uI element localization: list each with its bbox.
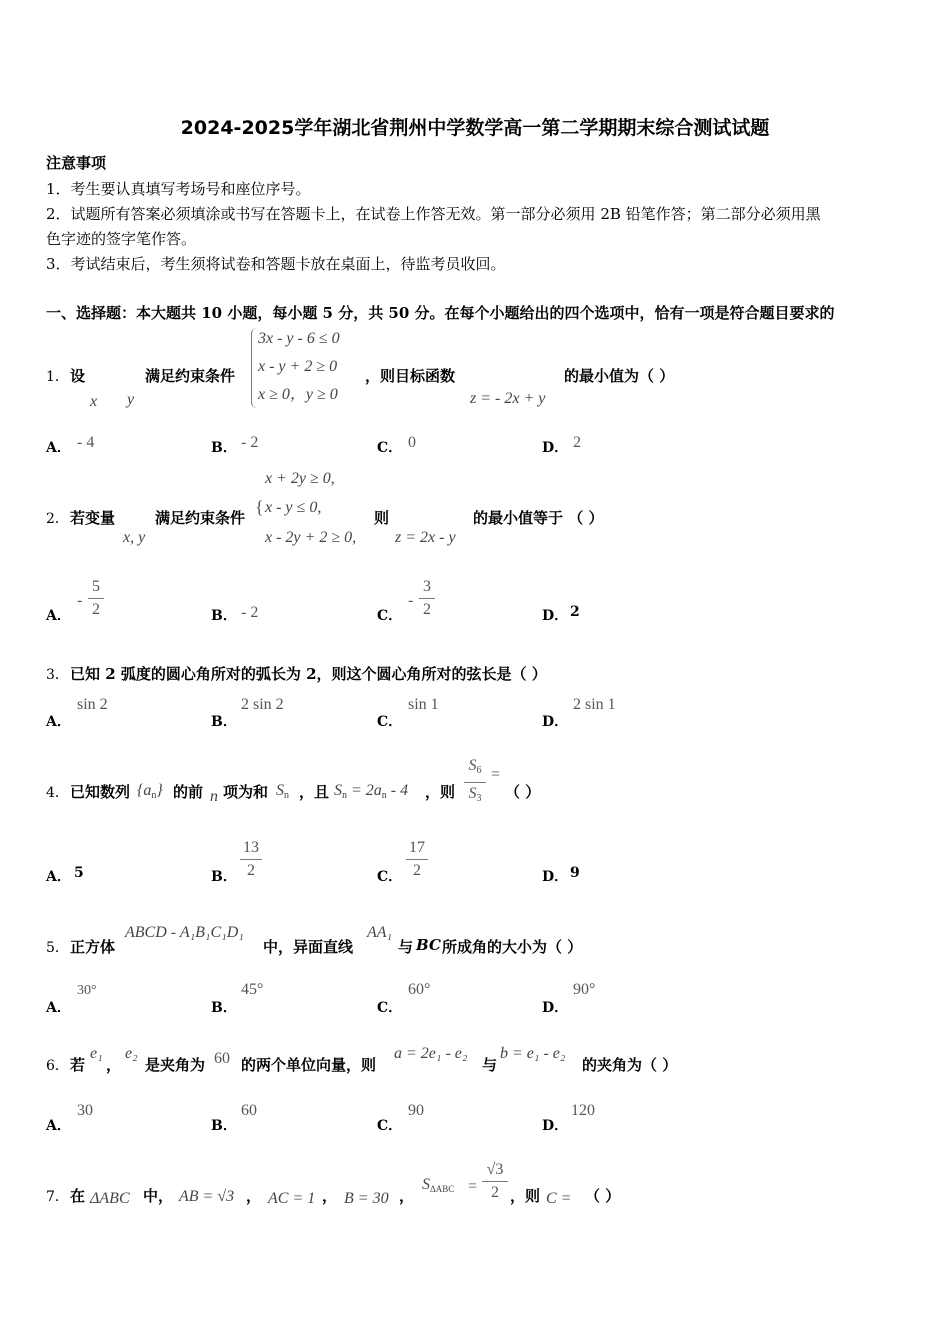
equals-sign: = — [468, 1178, 478, 1195]
option-label: D． — [542, 714, 569, 730]
question-text: 与 — [482, 1056, 498, 1074]
question-text: 已知数列 — [70, 783, 131, 801]
sequence: $\{a_n\}$ — [137, 782, 163, 801]
question-text: 的最小值为（ ） — [564, 367, 675, 385]
question-text: ，且 — [299, 783, 330, 801]
math-var: C = — [546, 1190, 572, 1207]
question-text: ， — [399, 1187, 415, 1205]
option-value: 90° — [573, 981, 596, 998]
fraction: 3 2 — [419, 577, 435, 620]
option-value: - 2 — [241, 434, 259, 451]
objective-function: z = 2x - y — [395, 529, 456, 546]
question-text: 正方体 — [70, 938, 116, 956]
question-text: 项为和 — [223, 783, 269, 801]
option-label: D． — [542, 440, 569, 456]
question-number: 2． — [46, 511, 69, 527]
option-label: C． — [377, 1118, 403, 1134]
question-number: 6． — [46, 1058, 69, 1074]
option-label: C． — [377, 608, 403, 624]
option-label: B． — [211, 1118, 237, 1134]
option-label: D． — [542, 608, 569, 624]
math-var: x — [90, 393, 98, 410]
option-label: A． — [46, 440, 71, 456]
option-label: A． — [46, 869, 71, 885]
fraction: $S_6$ $S_3$ — [464, 756, 486, 809]
angle-value: 60 — [214, 1050, 230, 1067]
option-label: D． — [542, 869, 569, 885]
notice-item-2: 2．试题所有答案必须填涂或书写在答题卡上，在试卷上作答无效。第一部分必须用 2B 铅笔作答；第二部分必须用黑 — [46, 205, 821, 223]
vector: e₁ — [90, 1045, 103, 1062]
option-value: 2 — [573, 434, 581, 451]
question-number: 4． — [46, 785, 69, 801]
option-label: D． — [542, 1118, 569, 1134]
objective-function: z = - 2x + y — [470, 390, 546, 407]
question-text: ， — [322, 1187, 338, 1205]
question-text: 已知 2 弧度的圆心角所对的弧长为 2，则这个圆心角所对的弦长是（ ） — [70, 665, 547, 683]
option-value: 0 — [408, 434, 416, 451]
option-value: 120 — [571, 1102, 595, 1119]
option-value: 5 — [74, 865, 84, 881]
constraint: 3x - y - 6 ≤ 0 — [258, 330, 340, 347]
fraction: 13 2 — [240, 838, 262, 881]
fraction: 5 2 — [88, 577, 104, 620]
option-value: 45° — [241, 981, 264, 998]
option-label: B． — [211, 608, 237, 624]
option-label: C． — [377, 440, 403, 456]
option-label: C． — [377, 869, 403, 885]
option-label: B． — [211, 869, 237, 885]
option-value: 2 sin 1 — [573, 696, 616, 713]
option-value: 30 — [77, 1102, 93, 1119]
option-sign: - — [408, 592, 414, 609]
math-var: x, y — [123, 529, 146, 546]
vector-equation: a = 2e₁ - e₂ — [394, 1045, 468, 1062]
question-text: （ ） — [585, 1187, 621, 1205]
question-text: 满足约束条件 — [155, 509, 246, 527]
option-value: sin 1 — [408, 696, 439, 713]
area-symbol: $S_{\Delta ABC}$ — [422, 1176, 455, 1194]
fraction: √3 2 — [482, 1160, 508, 1203]
line-name: BC — [416, 936, 441, 954]
question-text: ，则 — [425, 783, 456, 801]
option-label: C． — [377, 1000, 403, 1016]
option-value: 2 — [570, 604, 580, 620]
option-value: sin 2 — [77, 696, 108, 713]
notice-heading: 注意事项 — [46, 154, 107, 172]
constraint: x - 2y + 2 ≥ 0, — [265, 529, 357, 546]
math-var: n — [210, 788, 218, 805]
option-label: A． — [46, 714, 71, 730]
vector-equation: b = e₁ - e₂ — [500, 1045, 566, 1062]
constraint: x - y ≤ 0, — [265, 499, 322, 516]
question-text: 在 — [70, 1187, 86, 1205]
equation: $S_n = 2a_n - 4$ — [334, 782, 409, 801]
question-text: ，则目标函数 — [365, 367, 456, 385]
sum-symbol: $S_n$ — [276, 782, 289, 801]
question-text: 则 — [374, 509, 390, 527]
question-text: 若 — [70, 1056, 86, 1074]
question-text: ，则 — [510, 1187, 541, 1205]
option-sign: - — [77, 592, 83, 609]
option-value: 60 — [241, 1102, 257, 1119]
side-length: AC = 1 — [268, 1190, 316, 1207]
question-text: 的夹角为（ ） — [582, 1056, 678, 1074]
question-text: 中， — [143, 1187, 174, 1205]
question-text: 的最小值等于 （ ） — [473, 509, 604, 527]
question-number: 7． — [46, 1189, 69, 1205]
fraction: 17 2 — [406, 838, 428, 881]
section-heading: 一、选择题：本大题共 10 小题，每小题 5 分，共 50 分。在每个小题给出的四个选项中，恰有一项是符合题目要求的 — [46, 304, 835, 322]
option-label: B． — [211, 440, 237, 456]
line-name: AA₁ — [367, 924, 393, 941]
page-title: 2024-2025学年湖北省荆州中学数学高一第二学期期末综合测试试题 — [180, 117, 770, 139]
option-label: A． — [46, 1000, 71, 1016]
option-value: 60° — [408, 981, 431, 998]
option-label: B． — [211, 1000, 237, 1016]
triangle-name: ΔABC — [90, 1190, 130, 1207]
constraint: x ≥ 0，y ≥ 0 — [258, 386, 338, 403]
option-label: D． — [542, 1000, 569, 1016]
option-value: 9 — [570, 865, 580, 881]
question-text: 的前 — [173, 783, 204, 801]
vector: e₂ — [125, 1045, 138, 1062]
notice-item-2-cont: 色字迹的签字笔作答。 — [46, 230, 197, 248]
brace-icon: { — [255, 497, 264, 517]
question-text: ， — [106, 1056, 122, 1074]
side-length: AB = √3 — [179, 1188, 235, 1205]
option-label: A． — [46, 608, 71, 624]
option-value: - 2 — [241, 604, 259, 621]
option-label: B． — [211, 714, 237, 730]
constraint: x + 2y ≥ 0, — [265, 470, 335, 487]
question-text: 与 — [398, 938, 414, 956]
cube-name: ABCD - A₁B₁C₁D₁ — [125, 924, 244, 941]
math-var: y — [127, 391, 135, 408]
question-text: ， — [246, 1187, 262, 1205]
constraint: x - y + 2 ≥ 0 — [258, 358, 338, 375]
question-text: 的两个单位向量，则 — [241, 1056, 377, 1074]
question-text: （ ） — [505, 783, 541, 801]
question-text: 若变量 — [70, 509, 116, 527]
notice-item-1: 1．考生要认真填写考场号和座位序号。 — [46, 180, 311, 198]
constraint-system — [258, 325, 340, 409]
option-value: 30° — [77, 983, 97, 998]
question-number: 1． — [46, 369, 69, 385]
question-text: 设 — [70, 367, 86, 385]
option-value: 2 sin 2 — [241, 696, 284, 713]
option-label: A． — [46, 1118, 71, 1134]
notice-item-3: 3．考试结束后，考生须将试卷和答题卡放在桌面上，待监考员收回。 — [46, 255, 506, 273]
equals-sign: = — [491, 766, 501, 783]
question-text: 是夹角为 — [145, 1056, 206, 1074]
question-text: 满足约束条件 — [145, 367, 236, 385]
angle-value: B = 30 — [344, 1190, 389, 1207]
option-label: C． — [377, 714, 403, 730]
question-text: 所成角的大小为（ ） — [442, 938, 583, 956]
question-number: 3． — [46, 667, 69, 683]
brace-icon — [251, 328, 258, 408]
option-value: 90 — [408, 1102, 424, 1119]
question-text: 中，异面直线 — [263, 938, 354, 956]
question-number: 5． — [46, 940, 69, 956]
option-value: - 4 — [77, 434, 95, 451]
